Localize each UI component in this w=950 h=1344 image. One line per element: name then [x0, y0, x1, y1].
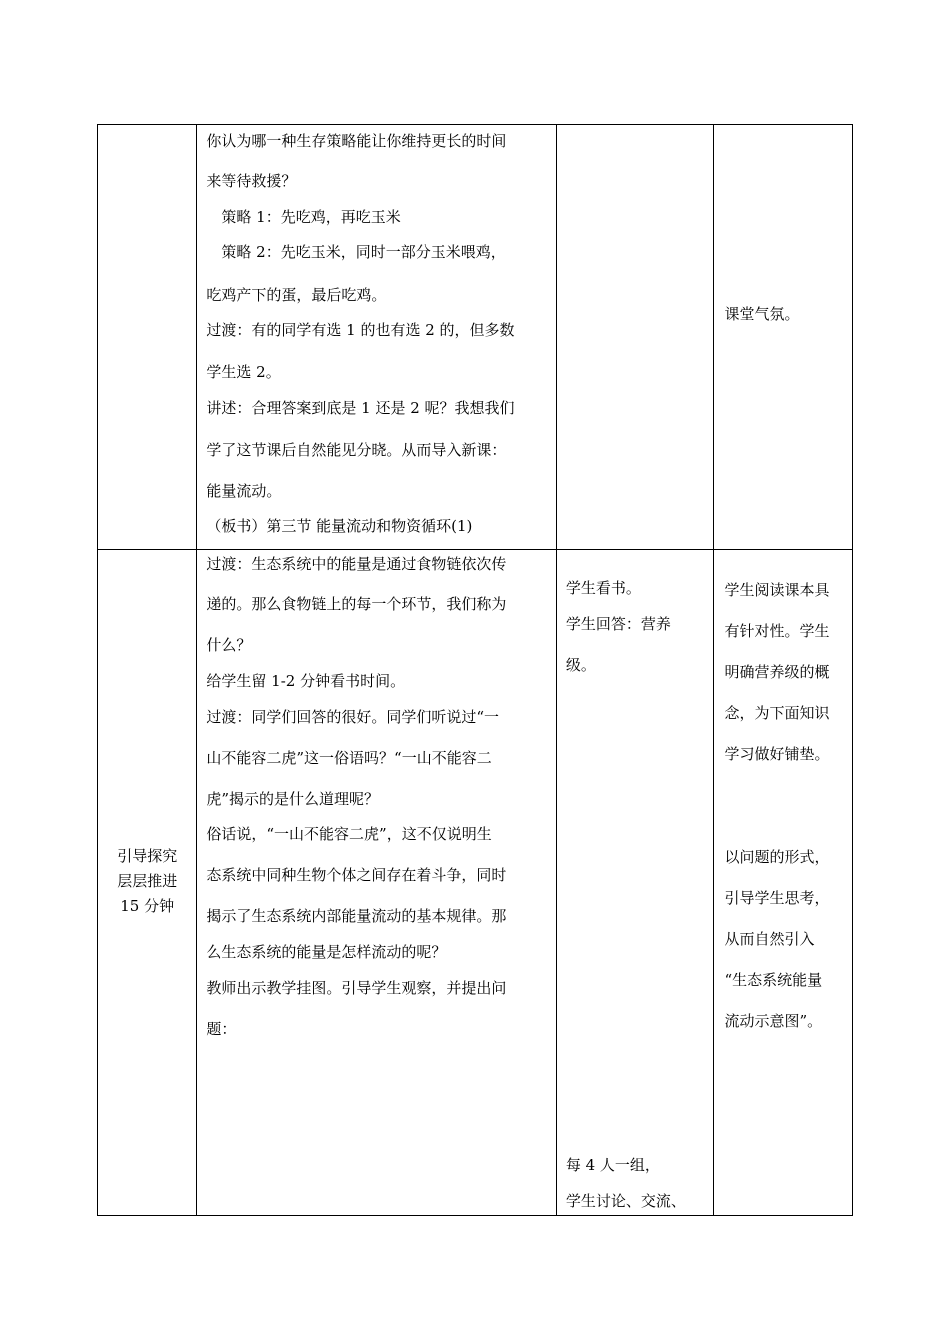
teacher-line: 能量流动。: [206, 482, 282, 500]
student-line: 学生回答：营养: [565, 615, 671, 633]
teacher-line: 吃鸡产下的蛋，最后吃鸡。: [206, 286, 387, 304]
intent-line: 学生阅读课本具: [724, 581, 830, 599]
teacher-line: 么生态系统的能量是怎样流动的呢？: [206, 943, 447, 961]
table-row: [98, 550, 853, 1216]
intent-line: 有针对性。学生: [724, 622, 830, 640]
student-line: 学生讨论、交流、: [565, 1192, 686, 1210]
intent-line: 学习做好铺垫。: [724, 745, 830, 763]
teacher-line: 虎”揭示的是什么道理呢？: [206, 790, 380, 808]
teacher-line: 讲述：合理答案到底是 1 还是 2 呢？我想我们: [206, 399, 515, 417]
teacher-line: 教师出示教学挂图。引导学生观察，并提出问: [206, 979, 507, 997]
teacher-line: 过渡：有的同学有选 1 的也有选 2 的，但多数: [206, 321, 515, 339]
teacher-line: 态系统中同种生物个体之间存在着斗争，同时: [206, 866, 507, 884]
teacher-line: 过渡：同学们回答的很好。同学们听说过“一: [206, 708, 500, 726]
teacher-line: 题：: [206, 1020, 237, 1038]
stage-cell: [98, 125, 197, 550]
teacher-activity-cell: [197, 550, 556, 1216]
student-line: 每 4 人一组，: [565, 1156, 660, 1174]
teacher-line: 策略 2：先吃玉米，同时一部分玉米喂鸡，: [221, 243, 506, 261]
student-activity-cell: [556, 125, 714, 550]
design-intent-cell: [714, 125, 853, 550]
intent-line: 课堂气氛。: [724, 305, 800, 323]
teacher-line: 策略 1：先吃鸡，再吃玉米: [221, 208, 401, 226]
teacher-line: 过渡：生态系统中的能量是通过食物链依次传: [206, 555, 507, 573]
teacher-line: 来等待救援？: [206, 172, 297, 190]
stage-label: [98, 844, 196, 919]
intent-line: 引导学生思考，: [724, 889, 830, 907]
intent-line: “生态系统能量: [724, 971, 823, 989]
intent-line: 念，为下面知识: [724, 704, 830, 722]
teacher-line: 俗话说，“一山不能容二虎”，这不仅说明生: [206, 825, 492, 843]
student-activity-cell: [556, 550, 714, 1216]
stage-line: 引导探究: [117, 847, 178, 865]
teacher-line: 你认为哪一种生存策略能让你维持更长的时间: [206, 132, 507, 150]
stage-line: 层层推进: [117, 872, 178, 890]
teacher-line: 什么？: [206, 636, 252, 654]
teacher-line: （板书）第三节 能量流动和物资循环(1): [206, 517, 473, 535]
teacher-line: 学生选 2。: [206, 363, 281, 381]
teacher-line: 山不能容二虎”这一俗语吗？“一山不能容二: [206, 749, 492, 767]
stage-cell: [98, 550, 197, 1216]
intent-line: 明确营养级的概: [724, 663, 830, 681]
table-row: [98, 125, 853, 550]
teacher-line: 递的。那么食物链上的每一个环节，我们称为: [206, 595, 507, 613]
teacher-line: 给学生留 1-2 分钟看书时间。: [206, 672, 406, 690]
intent-line: 从而自然引入: [724, 930, 815, 948]
intent-line: 流动示意图”。: [724, 1012, 823, 1030]
teacher-line: 学了这节课后自然能见分晓。从而导入新课：: [206, 441, 507, 459]
teacher-activity-cell: [197, 125, 556, 550]
stage-line: 15 分钟: [120, 897, 175, 915]
student-line: 学生看书。: [565, 579, 641, 597]
teacher-line: 揭示了生态系统内部能量流动的基本规律。那: [206, 907, 507, 925]
intent-line: 以问题的形式，: [724, 848, 830, 866]
design-intent-cell: [714, 550, 853, 1216]
student-line: 级。: [565, 656, 596, 674]
lesson-plan-table: [97, 124, 853, 1216]
